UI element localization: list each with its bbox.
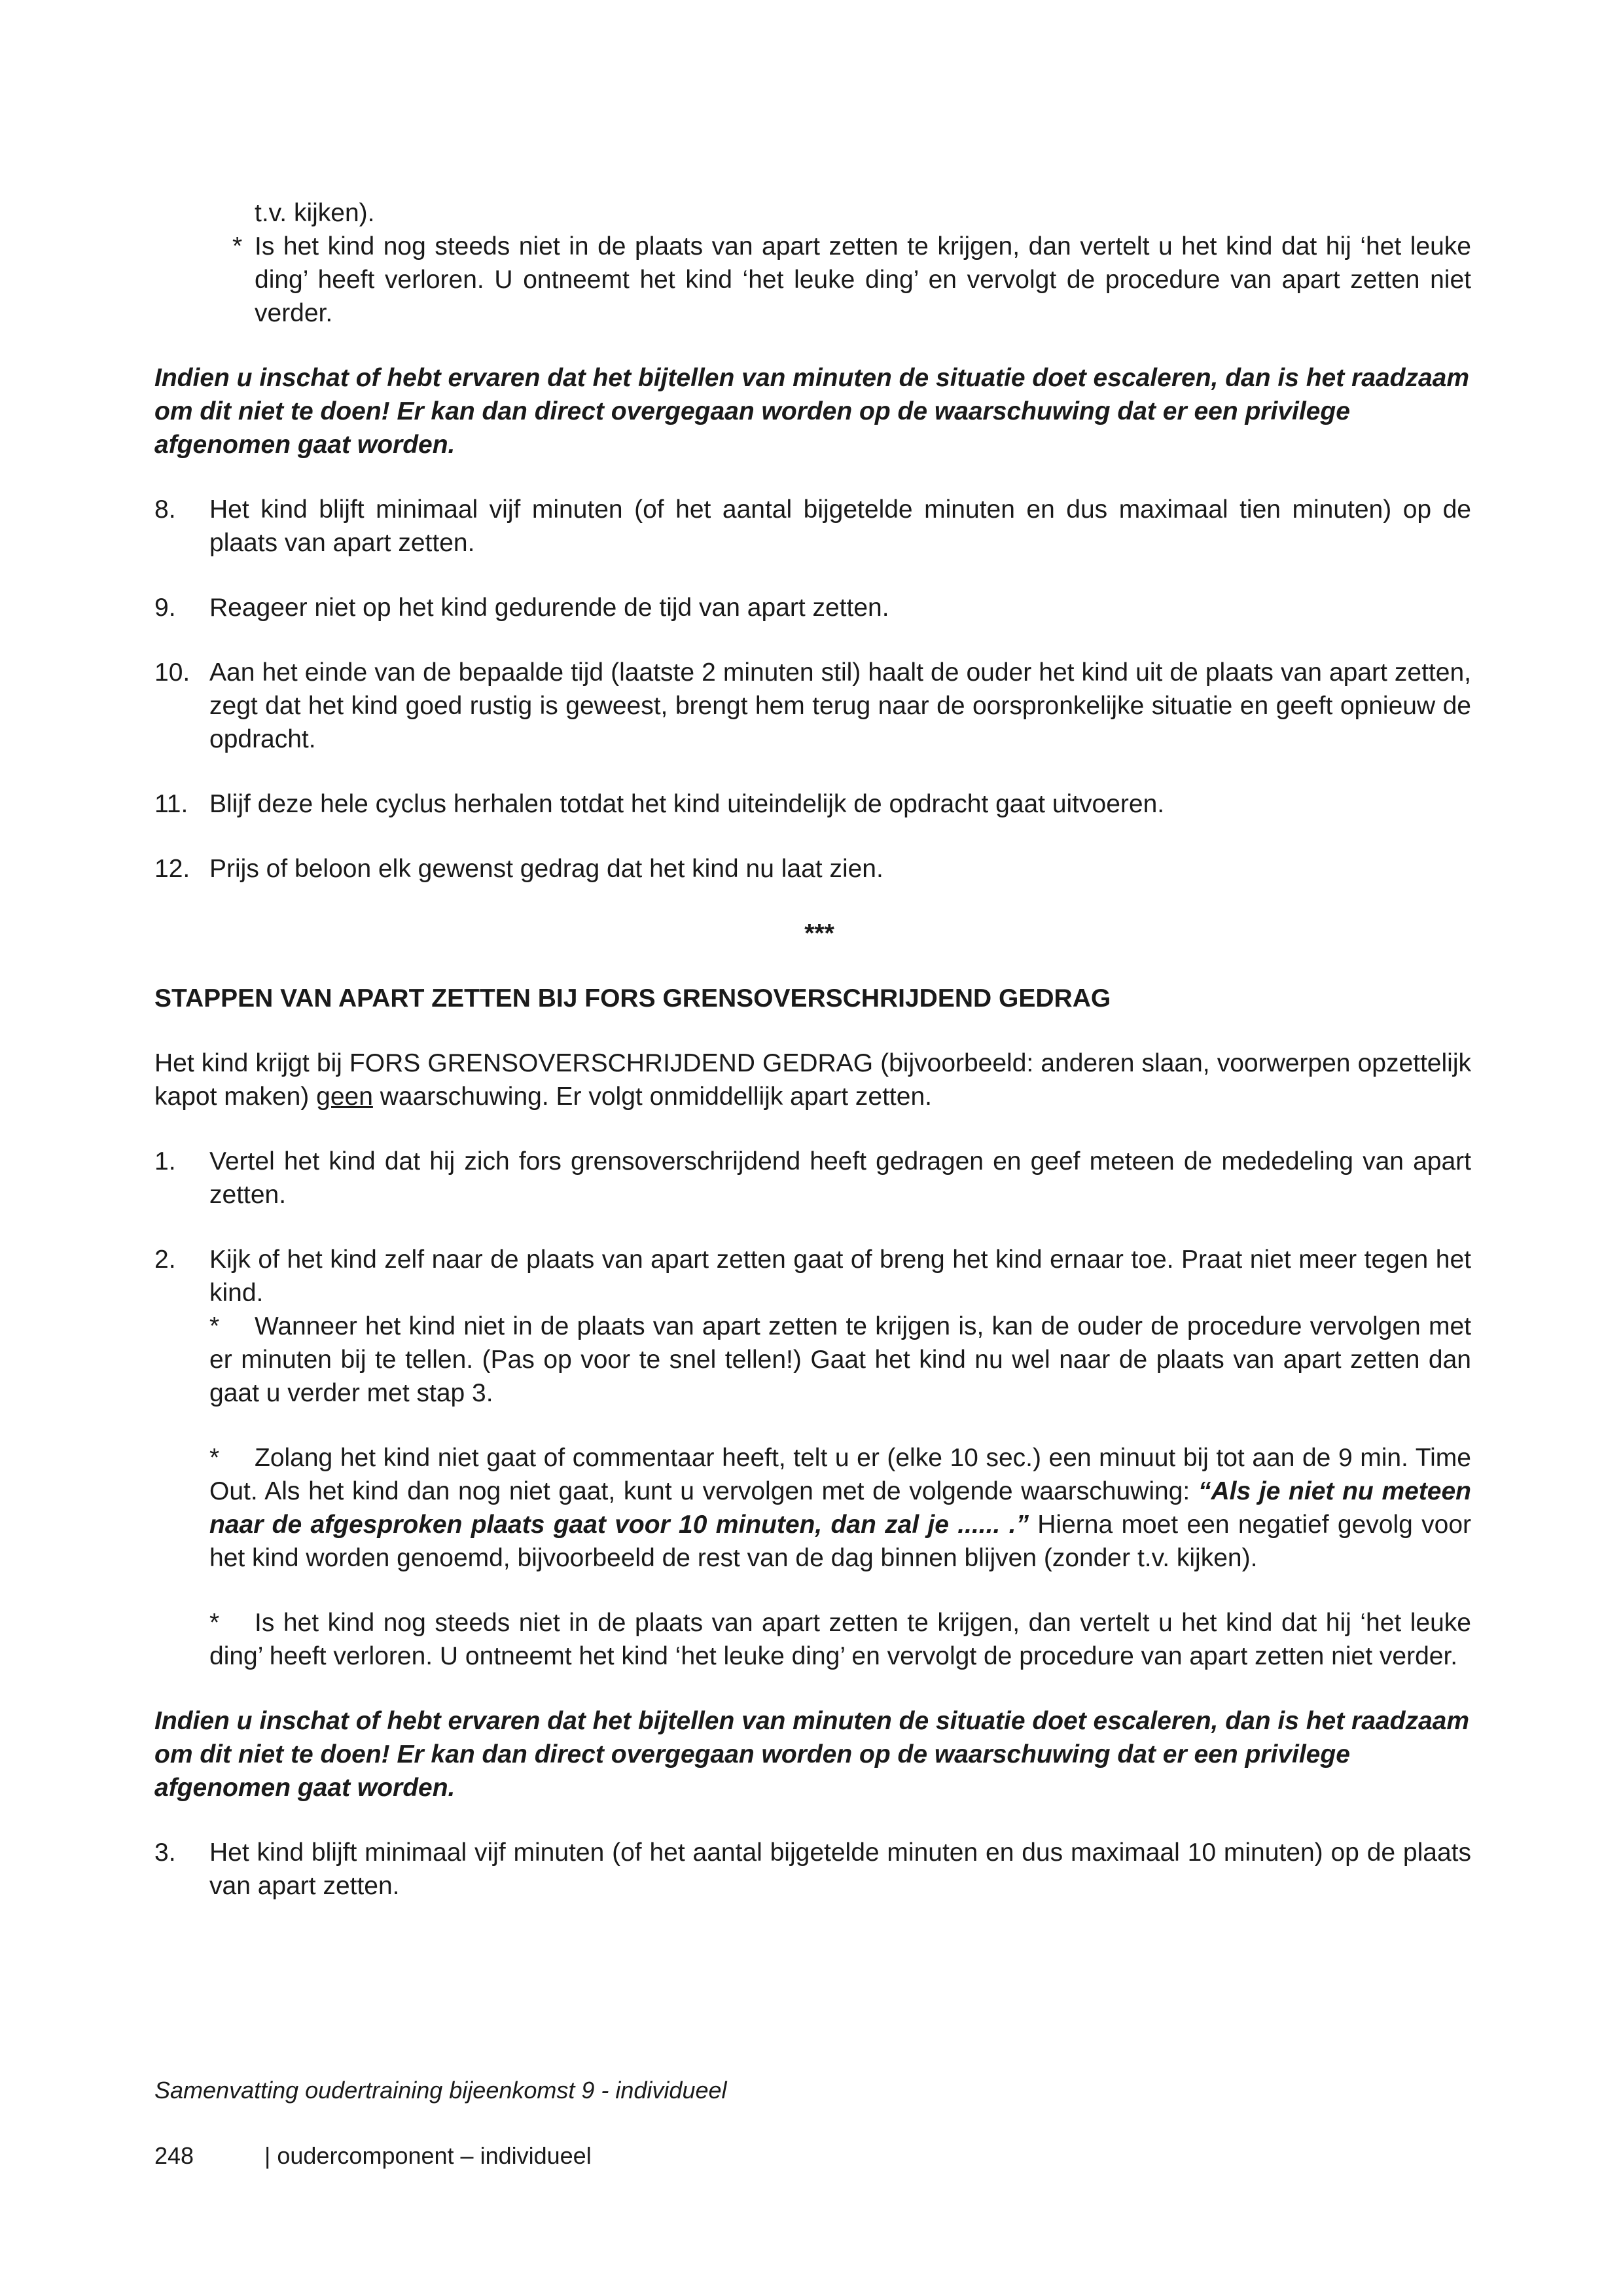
- asterisk-marker: *: [232, 232, 243, 260]
- item-text: Het kind blijft minimaal vijf minuten (of het aantal bijgetelde minuten en dus maximaal 10 minuten) op de plaats van apart zetten.: [209, 1839, 1471, 1900]
- asterisk-marker: *: [209, 1609, 220, 1637]
- footer-section: | oudercomponent – individueel: [264, 2142, 592, 2169]
- list-item-step-2: [154, 1243, 1471, 1673]
- continued-line: t.v. kijken).: [255, 199, 375, 227]
- sub-bullet-text: Zolang het kind niet gaat of commentaar heeft, telt u er (elke 10 sec.) een minuut bij tot aan de 9 min. Time Out. Als het kind dan nog niet gaat, kunt u vervolgen met de volgende waarschuwing:: [209, 1444, 1471, 1505]
- bullet-lost-privilege: [232, 230, 1471, 330]
- list-item: [154, 493, 1471, 560]
- item-number: 2.: [154, 1246, 176, 1274]
- intro-text-1: Het kind krijgt bij FORS GRENSOVERSCHRIJDEND GEDRAG (bijvoorbeeld: anderen slaan, voorwerpen opzettelijk kapot maken): [154, 1049, 1471, 1111]
- intro-paragraph: [154, 1047, 1471, 1113]
- sub-bullet-1: [209, 1310, 1471, 1410]
- item-text: Reageer niet op het kind gedurende de tijd van apart zetten.: [209, 594, 889, 622]
- page-footer: [154, 2139, 592, 2172]
- bullet-text: Is het kind nog steeds niet in de plaats van apart zetten te krijgen, dan vertelt u het kind dat hij ‘het leuke ding’ heeft verloren. U ontneemt het kind ‘het leuke ding’ en vervolgt de procedure van apart zetten niet verder.: [255, 232, 1471, 327]
- step-2-body: [209, 1243, 1471, 1673]
- list-item: [154, 656, 1471, 756]
- item-number: 8.: [154, 495, 176, 524]
- warning-note: Indien u inschat of hebt ervaren dat het bijtellen van minuten de situatie doet escaleren, dan is het raadzaam om dit niet te doen! Er kan dan direct overgegaan worden op de waarschuwing dat er een privilege afgenomen gaat worden.: [154, 364, 1469, 459]
- item-text: Blijf deze hele cyclus herhalen totdat het kind uiteindelijk de opdracht gaat uitvoeren.: [209, 790, 1165, 818]
- warning-quote: “Als je niet nu meteen naar de afgesproken plaats gaat voor 10 minuten, dan zal je ...... .”: [209, 1477, 1471, 1539]
- list-item: [154, 591, 1471, 624]
- page-number: 248: [154, 2142, 194, 2169]
- asterisk-marker: *: [209, 1312, 220, 1340]
- document-body: [154, 196, 1471, 1934]
- list-item: [154, 787, 1471, 821]
- warning-note: Indien u inschat of hebt ervaren dat het bijtellen van minuten de situatie doet escaleren, dan is het raadzaam om dit niet te doen! Er kan dan direct overgegaan worden op de waarschuwing dat er een privilege afgenomen gaat worden.: [154, 1707, 1469, 1802]
- item-number: 3.: [154, 1839, 176, 1867]
- item-text: Aan het einde van de bepaalde tijd (laatste 2 minuten stil) haalt de ouder het kind uit de plaats van apart zetten, zegt dat het kind goed rustig is geweest, brengt hem terug naar de oorspronkelijke situatie en geeft opnieuw de opdracht.: [209, 658, 1471, 753]
- item-text: Prijs of beloon elk gewenst gedrag dat het kind nu laat zien.: [209, 855, 883, 883]
- intro-underlined: geen: [316, 1083, 373, 1111]
- item-number: 1.: [154, 1147, 176, 1175]
- footer-title: Samenvatting oudertraining bijeenkomst 9 - individueel: [154, 2077, 727, 2104]
- list-item-step-3: [154, 1836, 1471, 1903]
- item-number: 10.: [154, 658, 190, 687]
- section-heading: STAPPEN VAN APART ZETTEN BIJ FORS GRENSOVERSCHRIJDEND GEDRAG: [154, 984, 1111, 1013]
- intro-text-2: waarschuwing. Er volgt onmiddellijk apart zetten.: [372, 1083, 932, 1111]
- sub-bullet-3: [209, 1606, 1471, 1673]
- item-text: Vertel het kind dat hij zich fors grensoverschrijdend heeft gedragen en geef meteen de mededeling van apart zetten.: [209, 1147, 1471, 1209]
- item-number: 12.: [154, 855, 190, 883]
- item-text: Het kind blijft minimaal vijf minuten (of het aantal bijgetelde minuten en dus maximaal tien minuten) op de plaats van apart zetten.: [209, 495, 1471, 557]
- asterisk-marker: *: [209, 1444, 220, 1472]
- sub-bullet-text-end: Hierna moet een negatief gevolg voor het kind worden genoemd, bijvoorbeeld de rest van de dag binnen blijven (zonder t.v. kijken).: [209, 1511, 1471, 1572]
- sub-bullet-2: [209, 1441, 1471, 1575]
- continued-text: [154, 196, 1471, 330]
- sub-bullet-text: Is het kind nog steeds niet in de plaats van apart zetten te krijgen, dan vertelt u het kind dat hij ‘het leuke ding’ heeft verloren. U ontneemt het kind ‘het leuke ding’ en vervolgt de procedure van apart zetten niet verder.: [209, 1609, 1471, 1670]
- section-separator: ***: [804, 920, 834, 948]
- item-number: 9.: [154, 594, 176, 622]
- list-item-step-1: [154, 1145, 1471, 1211]
- list-item: [154, 852, 1471, 886]
- item-number: 11.: [154, 790, 188, 818]
- sub-bullet-text: Wanneer het kind niet in de plaats van apart zetten te krijgen is, kan de ouder de procedure vervolgen met er minuten bij te tellen. (Pas op voor te snel tellen!) Gaat het kind nu wel naar de plaats van apart zetten dan gaat u verder met stap 3.: [209, 1312, 1471, 1407]
- item-text: Kijk of het kind zelf naar de plaats van apart zetten gaat of breng het kind ernaar toe. Praat niet meer tegen het kind.: [209, 1246, 1471, 1307]
